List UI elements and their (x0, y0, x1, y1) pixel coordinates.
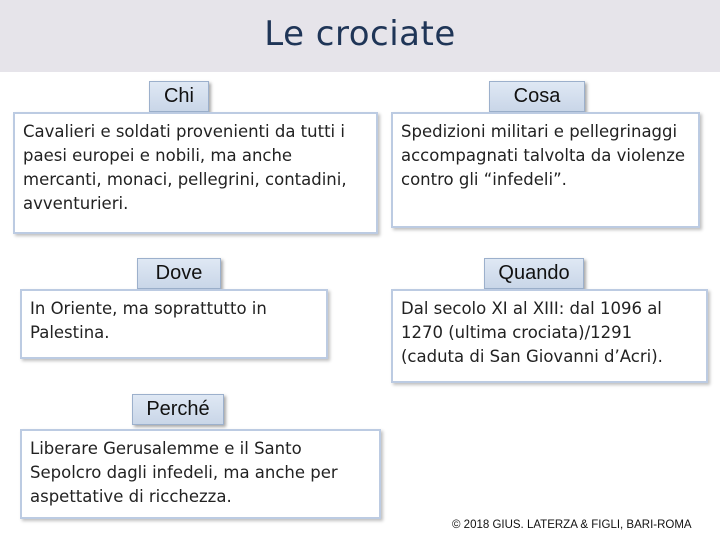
box-perche: Liberare Gerusalemme e il Santo Sepolcro dagli infedeli, ma anche per aspettative di ricchezza. (20, 429, 381, 519)
label-perche: Perché (132, 394, 224, 425)
label-dove: Dove (137, 258, 221, 289)
box-chi: Cavalieri e soldati provenienti da tutti i paesi europei e nobili, ma anche mercanti, monaci, pellegrini, contadini, avventurieri. (13, 112, 378, 234)
copyright-footer: © 2018 GIUS. LATERZA & FIGLI, BARI-ROMA (452, 519, 692, 531)
box-quando: Dal secolo XI al XIII: dal 1096 al 1270 (ultima crociata)/1291 (caduta di San Giovanni d’Acri). (391, 289, 708, 383)
page-title: Le crociate (264, 14, 456, 54)
label-cosa: Cosa (489, 81, 585, 112)
label-quando: Quando (484, 258, 584, 289)
box-cosa: Spedizioni militari e pellegrinaggi accompagnati talvolta da violenze contro gli “infedeli”. (391, 112, 700, 228)
label-chi: Chi (149, 81, 209, 112)
box-dove: In Oriente, ma soprattutto in Palestina. (20, 289, 328, 359)
